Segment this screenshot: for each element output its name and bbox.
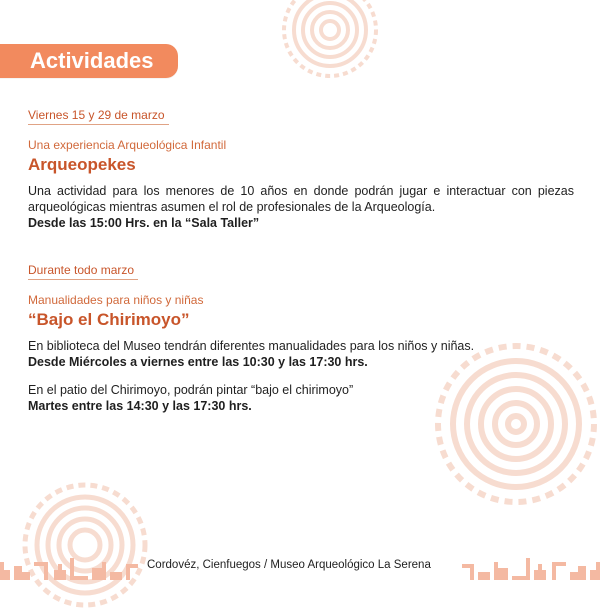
- event-description: En el patio del Chirimoyo, podrán pintar “bajo el chirimoyo”: [28, 383, 354, 397]
- event-title: Arqueopekes: [28, 155, 136, 174]
- geometric-pattern-right: [462, 554, 600, 580]
- event-title: “Bajo el Chirimoyo”: [28, 310, 190, 329]
- geometric-pattern-left: [0, 554, 138, 580]
- concentric-circle-motif-top: [278, 0, 382, 82]
- event-subtitle: Manualidades para niños y niñas: [28, 293, 204, 307]
- footer-location: Cordovéz, Cienfuegos / Museo Arqueológico La Serena: [147, 559, 431, 571]
- event-schedule: Desde Miércoles a viernes entre las 10:30 y las 17:30 hrs.: [28, 355, 368, 369]
- concentric-circle-motif-bottom: [20, 480, 150, 610]
- event-description: En biblioteca del Museo tendrán diferentes manualidades para los niños y niñas.: [28, 339, 475, 353]
- event-subtitle: Una experiencia Arqueológica Infantil: [28, 138, 227, 152]
- event-date-label: Durante todo marzo: [28, 263, 138, 280]
- event-schedule: Desde las 15:00 Hrs. en la “Sala Taller”: [28, 216, 260, 230]
- event-date-label: Viernes 15 y 29 de marzo: [28, 108, 169, 125]
- page-title: Actividades: [0, 44, 178, 78]
- event-schedule: Martes entre las 14:30 y las 17:30 hrs.: [28, 399, 252, 413]
- event-description: Una actividad para los menores de 10 años en donde podrán jugar e interactuar con piezas arqueológicas mientras asumen el rol de profesionales de la Arqueología.: [28, 184, 574, 214]
